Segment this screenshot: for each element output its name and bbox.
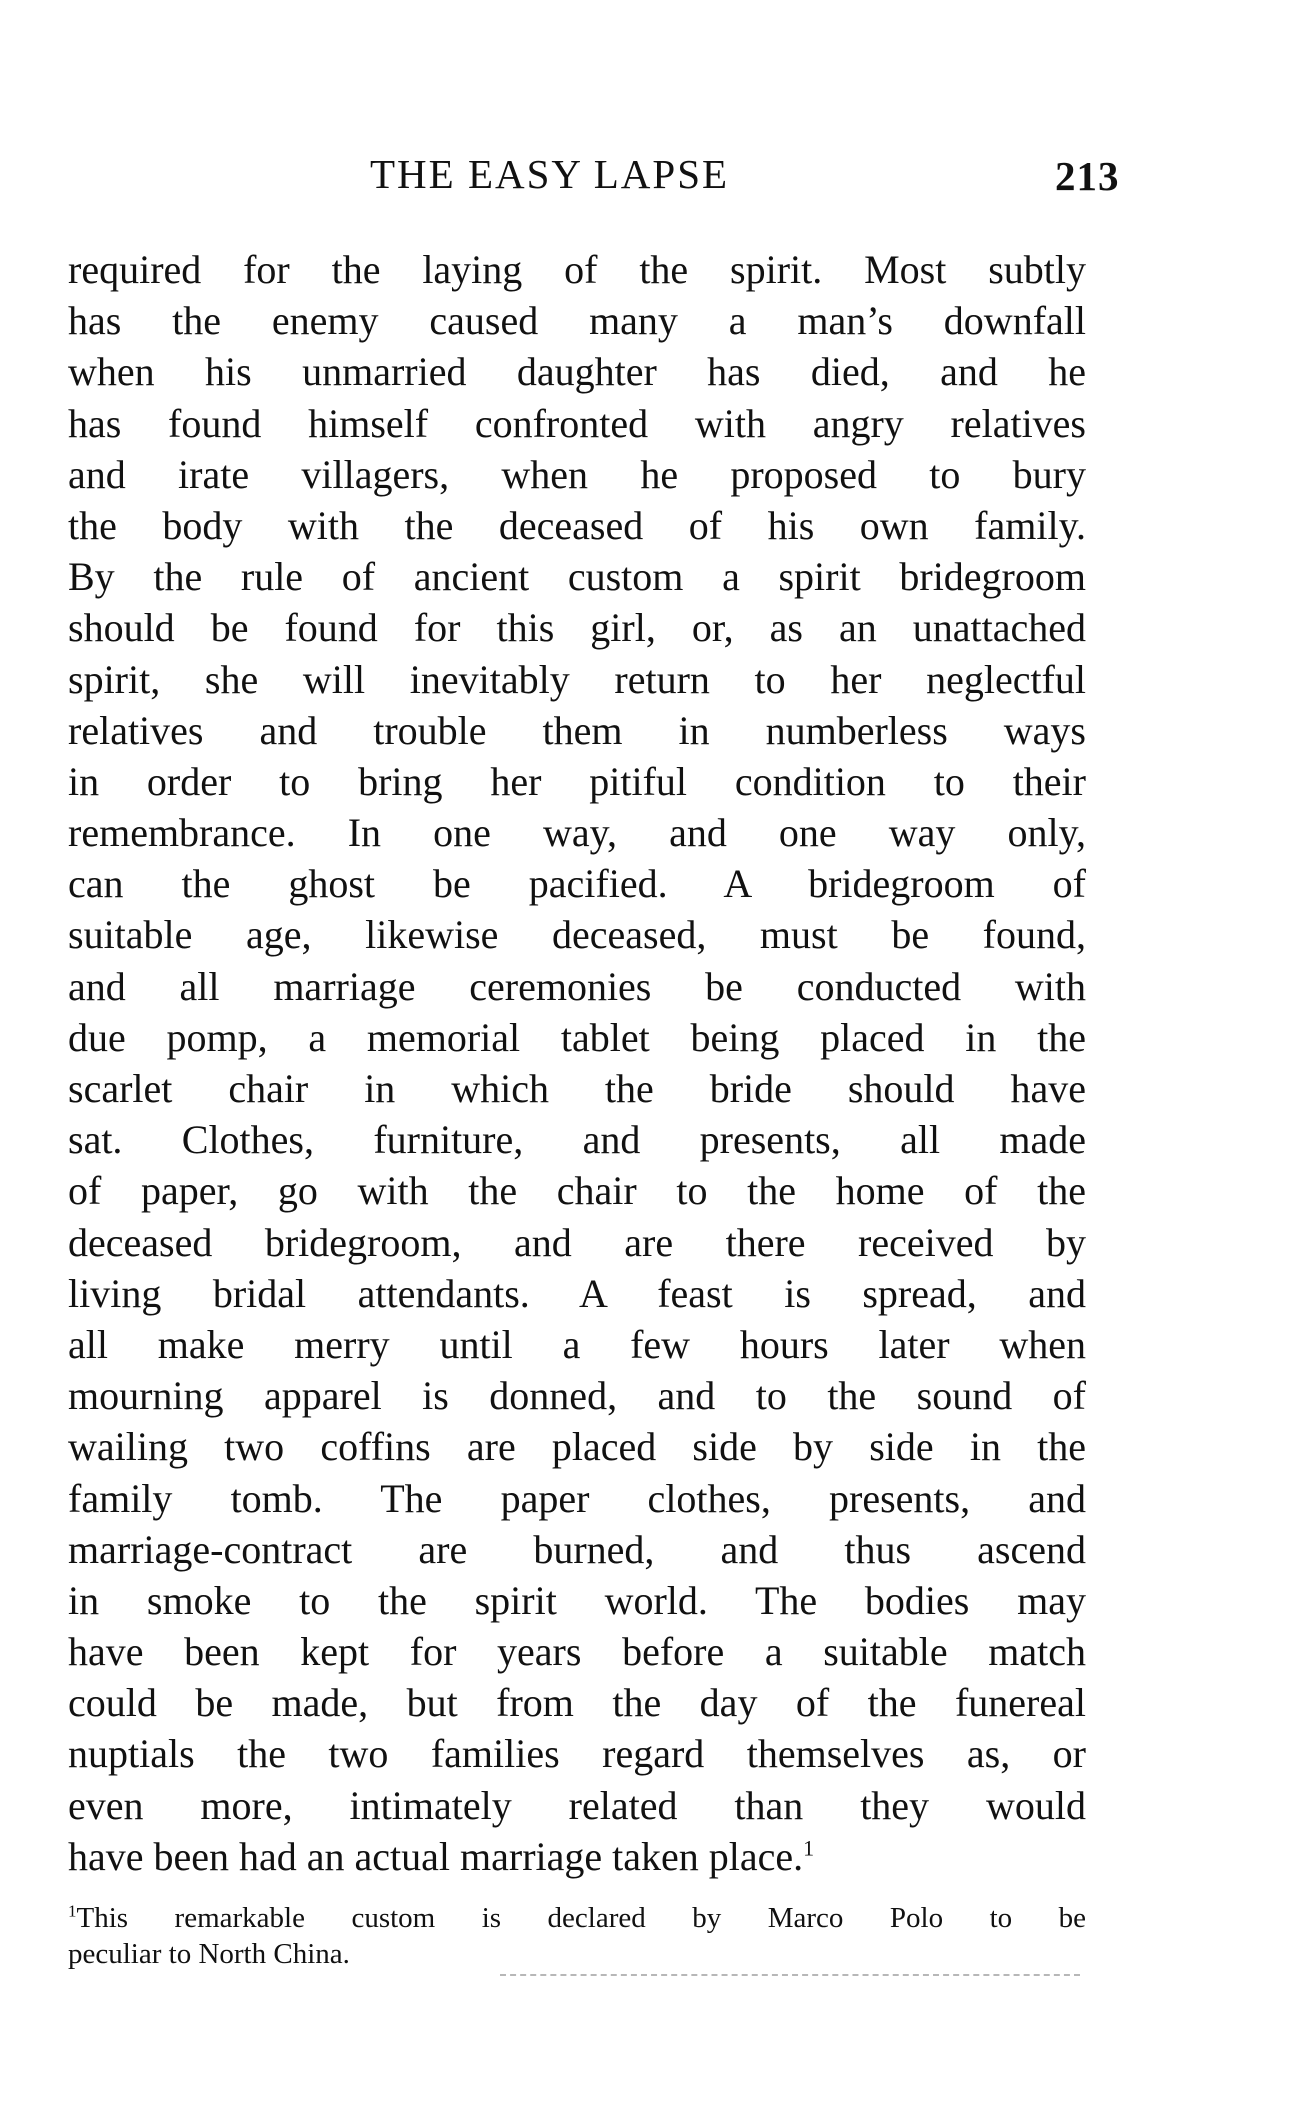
text-line: of paper, go with the chair to the home of the [68, 1168, 1086, 1214]
text-line: required for the laying of the spirit. Most subtly [68, 247, 1086, 292]
text-line: relatives and trouble them in numberless ways [68, 707, 1086, 753]
text-line: could be made, but from the day of the funereal [68, 1680, 1086, 1726]
text-line: scarlet chair in which the bride should have [68, 1066, 1086, 1111]
footnote-marker: 1 [68, 1901, 77, 1921]
text-line: and irate villagers, when he proposed to bury [68, 451, 1086, 497]
body-text [68, 244, 1086, 1882]
text-line-last-content: have been had an actual marriage taken place. [68, 1833, 804, 1879]
print-artifact-dashes [500, 1974, 1080, 1980]
text-line: when his unmarried daughter has died, and he [68, 349, 1086, 395]
text-line: suitable age, likewise deceased, must be found, [68, 912, 1086, 958]
text-line: marriage-contract are burned, and thus ascend [68, 1526, 1086, 1572]
text-line: family tomb. The paper clothes, presents, and [68, 1475, 1086, 1521]
text-line: have been kept for years before a suitable match [68, 1629, 1086, 1675]
text-line: even more, intimately related than they would [68, 1782, 1086, 1828]
text-line: wailing two coffins are placed side by side in the [68, 1424, 1086, 1470]
text-line: living bridal attendants. A feast is spread, and [68, 1270, 1086, 1316]
text-line: due pomp, a memorial tablet being placed in the [68, 1014, 1086, 1060]
running-title: THE EASY LAPSE [370, 151, 730, 197]
text-line: the body with the deceased of his own family. [68, 502, 1086, 548]
footnote-line [68, 1900, 1086, 1936]
footnote-reference[interactable]: 1 [803, 1835, 815, 1861]
text-line: remembrance. In one way, and one way only, [68, 810, 1086, 856]
text-line: nuptials the two families regard themselves as, or [68, 1731, 1086, 1777]
text-line: should be found for this girl, or, as an unattached [68, 605, 1086, 651]
text-line: deceased bridegroom, and are there received by [68, 1219, 1086, 1265]
text-line: and all marriage ceremonies be conducted with [68, 963, 1086, 1009]
text-line: sat. Clothes, furniture, and presents, all made [68, 1117, 1086, 1163]
footnote-line: peculiar to North China. [68, 1938, 350, 1970]
text-line: in order to bring her pitiful condition to their [68, 758, 1086, 804]
page-number: 213 [1055, 153, 1120, 199]
text-line: can the ghost be pacified. A bridegroom of [68, 861, 1086, 907]
text-line: By the rule of ancient custom a spirit bridegroom [68, 554, 1086, 600]
text-line: in smoke to the spirit world. The bodies may [68, 1577, 1086, 1623]
footnote-text: This remarkable custom is declared by Marco Polo to be [76, 1902, 1086, 1934]
text-line: has found himself confronted with angry relatives [68, 400, 1086, 446]
text-line: has the enemy caused many a man’s downfall [68, 298, 1086, 344]
text-line: spirit, she will inevitably return to her neglectful [68, 656, 1086, 702]
text-line: mourning apparel is donned, and to the sound of [68, 1373, 1086, 1419]
text-line-last [68, 1831, 1086, 1882]
running-head [0, 150, 1300, 210]
text-line: all make merry until a few hours later when [68, 1321, 1086, 1367]
footnote [68, 1900, 1086, 1972]
